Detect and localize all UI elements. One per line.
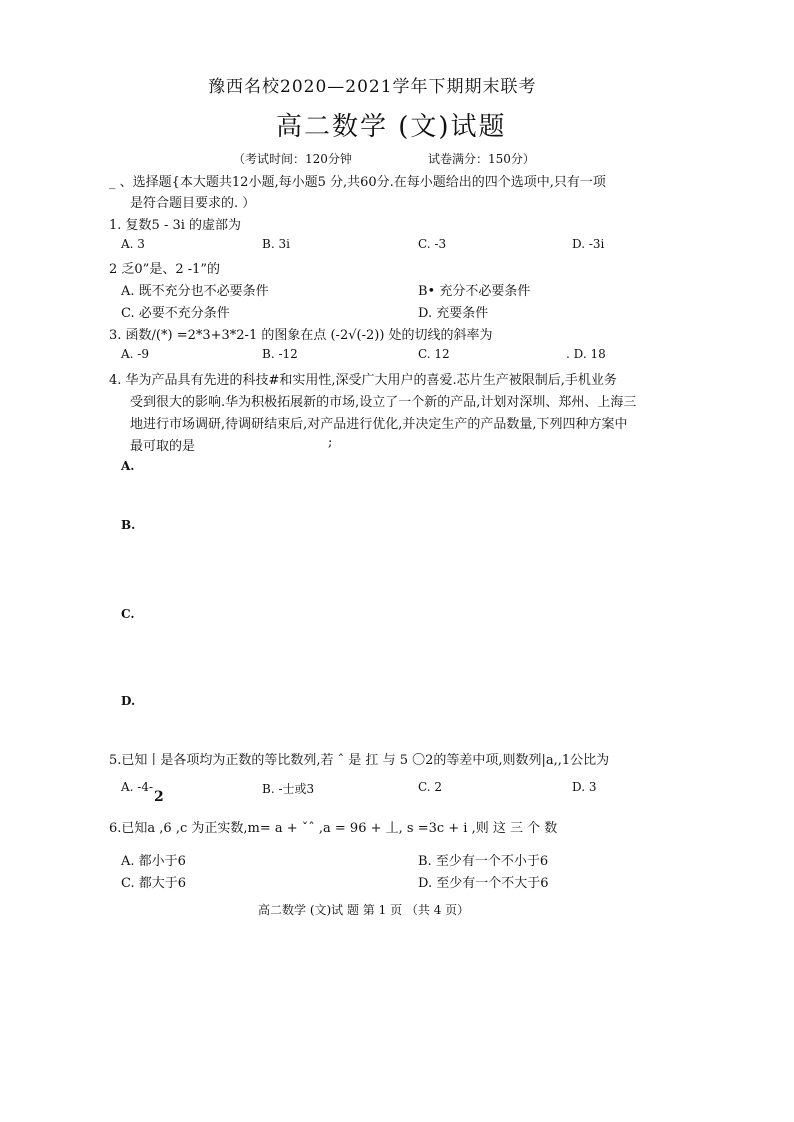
- q2-option-a: A. 既不充分也不必要条件: [121, 284, 269, 299]
- q4-stem-line3: 地进行市场调研,待调研结束后,对产品进行优化,并决定生产的产品数量,下列四种方案中: [130, 417, 628, 432]
- q6-option-c: C. 都大于6: [121, 876, 187, 891]
- q6-option-b: B. 至少有一个不小于6: [418, 854, 549, 869]
- q5-option-a: A. -4-: [121, 780, 154, 794]
- q3-option-b: B. -12: [262, 347, 298, 361]
- q5-stem: 5.已知丨是各项均为正数的等比数列,若 ˆ 是 扛 与 5 〇2的等差中项,则数列|a,,1公比为: [109, 753, 610, 768]
- exam-title: 高二数学 (文)试题: [276, 112, 507, 142]
- exam-time: （考试时间：120分钟: [233, 152, 352, 166]
- q1-option-c: C. -3: [418, 237, 447, 251]
- q6-stem: 6.已知a ,6 ,c 为正实数,m= a + ˇˆ ,a = 96 + 丄, s =3c + i ,则 这 三 个 数: [109, 821, 558, 836]
- q5-option-b: B. -士或3: [262, 782, 315, 796]
- q1-option-a: A. 3: [121, 237, 145, 251]
- q4-option-c: C.: [121, 607, 135, 621]
- q2-option-d: D. 充要条件: [418, 306, 489, 321]
- q4-stem-line1: 4. 华为产品具有先进的科技#和实用性,深受广大用户的喜爱.芯片生产被限制后,手机业务: [109, 373, 617, 388]
- q4-option-a: A.: [121, 459, 135, 473]
- section-instructions-line2: 是符合题目要求的. ）: [130, 196, 256, 211]
- q4-option-b: B.: [121, 518, 136, 532]
- q2-option-b: B• 充分不必要条件: [418, 284, 531, 299]
- q1-option-d: D. -3i: [572, 237, 605, 251]
- q4-stem-line2: 受到很大的影响.华为积极拓展新的市场,设立了一个新的产品,计划对深圳、郑州、上海三: [130, 395, 637, 410]
- full-score: 试卷满分：150分）: [428, 152, 535, 166]
- q5-option-d: D. 3: [572, 780, 597, 794]
- page-footer: 高二数学 (文)试 题 第 1 页 （共 4 页）: [258, 903, 470, 917]
- section-instructions-line1: _ 、选择题{本大题共12小题,每小题5 分,共60分.在每小题给出的四个选项中,只有一项: [109, 175, 606, 190]
- q3-option-d: . D. 18: [566, 347, 606, 361]
- q4-option-d: D.: [121, 694, 136, 708]
- q3-option-c: C. 12: [418, 347, 450, 361]
- q5-option-a-subscript: 2: [154, 789, 164, 805]
- school-title: 豫西名校2020—2021学年下期期末联考: [208, 77, 537, 97]
- q1-option-b: B. 3i: [262, 237, 290, 251]
- q6-option-a: A. 都小于6: [121, 854, 186, 869]
- q5-option-c: C. 2: [418, 780, 443, 794]
- q6-option-d: D. 至少有一个不大于6: [418, 876, 549, 891]
- q1-stem: 1. 复数5 - 3i 的虚部为: [109, 218, 242, 233]
- q3-option-a: A. -9: [121, 347, 149, 361]
- q2-stem: 2 乏0”是、2 -1”的: [109, 262, 221, 277]
- q3-stem: 3. 函数/(*) =2*3+3*2-1 的图象在点 (-2√(-2)) 处的切线的斜率为: [109, 328, 493, 343]
- q4-stem-line4: 最可取的是: [130, 439, 196, 454]
- q2-option-c: C. 必要不充分条件: [121, 306, 230, 321]
- q4-stem-tail: ;: [328, 435, 333, 450]
